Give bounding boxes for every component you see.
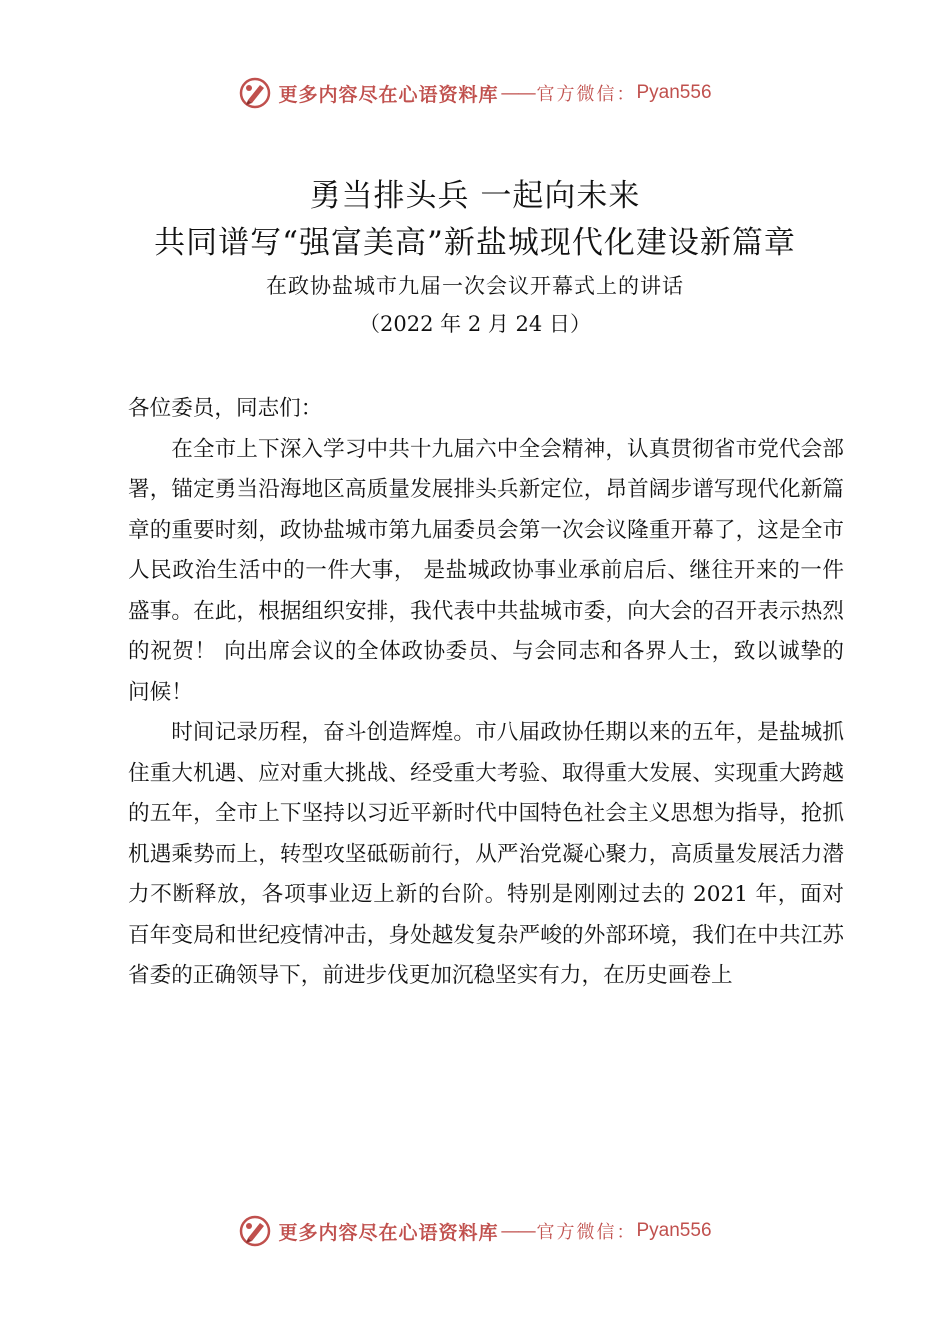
banner-dash: —— xyxy=(500,1220,535,1242)
banner-wechat-label: 官方微信： xyxy=(536,1222,637,1243)
document-body xyxy=(128,389,844,997)
banner-wechat-id: Pyan556 xyxy=(636,1220,712,1241)
document-title-line1: 勇当排头兵 一起向未来 xyxy=(309,178,641,214)
greeting: 各位委员，同志们： xyxy=(128,396,323,421)
footer-banner xyxy=(0,1206,950,1256)
body-paragraph: 在全市上下深入学习中共十九届六中全会精神，认真贯彻省市党代会部署，锚定勇当沿海地区高质量发展排头兵新定位，昂首阔步谱写现代化新篇章的重要时刻，政协盐城市第九届委员会第一次会议隆重开幕了，这是全市人民政治生活中的一件大事， 是盐城政协事业承前启后、继往开来的一件盛事。在此，根据组织安排，我代表中共盐城市委，向大会的召开表示热烈的祝贺！ 向出席会议的全体政协委员、与会同志和各界人士，致以诚挚的问候！ xyxy=(128,436,844,705)
banner-wechat-id: Pyan556 xyxy=(636,82,712,103)
banner-brand-text: 更多内容尽在心语资料库 xyxy=(278,1221,499,1244)
banner-wechat-label: 官方微信： xyxy=(536,84,637,105)
document-date: （2022 年 2 月 24 日） xyxy=(359,312,591,336)
banner-brand-text: 更多内容尽在心语资料库 xyxy=(278,83,499,106)
document-title-line2: 共同谱写“强富美高”新盐城现代化建设新篇章 xyxy=(154,225,796,261)
banner-dash: —— xyxy=(500,82,535,104)
document-subtitle: 在政协盐城市九届一次会议开幕式上的讲话 xyxy=(266,274,684,298)
header-banner xyxy=(0,68,950,118)
pen-logo-icon xyxy=(238,1214,272,1248)
pen-logo-icon xyxy=(238,76,272,110)
body-paragraph: 时间记录历程，奋斗创造辉煌。市八届政协任期以来的五年，是盐城抓住重大机遇、应对重大挑战、经受重大考验、取得重大发展、实现重大跨越的五年，全市上下坚持以习近平新时代中国特色社会主义思想为指导，抢抓机遇乘势而上，转型攻坚砥砺前行，从严治党凝心聚力，高质量发展活力潜力不断释放，各项事业迈上新的台阶。特别是刚刚过去的 2021 年，面对百年变局和世纪疫情冲击，身处越发复杂严峻的外部环境，我们在中共江苏省委的正确领导下，前进步伐更加沉稳坚实有力，在历史画卷上 xyxy=(128,720,844,988)
